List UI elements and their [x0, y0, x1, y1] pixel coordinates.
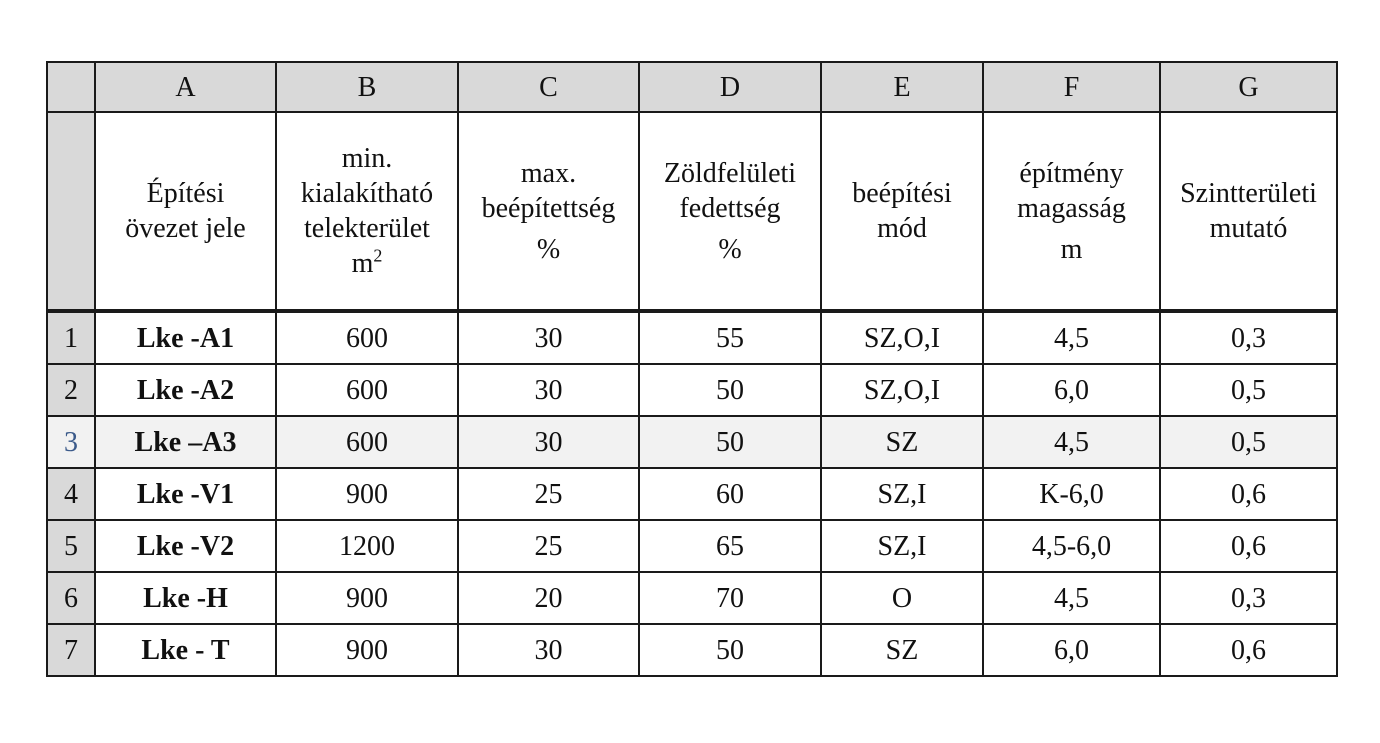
cell-zone-code[interactable]: Lke -V2	[95, 520, 276, 572]
cell-zone-code[interactable]: Lke - T	[95, 624, 276, 676]
cell-building-mode[interactable]: SZ,I	[821, 468, 983, 520]
cell-building-mode[interactable]: SZ,O,I	[821, 311, 983, 364]
header-building-mode[interactable]: beépítési mód	[821, 112, 983, 311]
table-row	[47, 572, 1337, 624]
table-row-selected	[47, 416, 1337, 468]
cell-plot-area[interactable]: 900	[276, 624, 458, 676]
cell-max-coverage[interactable]: 30	[458, 624, 639, 676]
cell-floor-area-ratio[interactable]: 0,6	[1160, 520, 1337, 572]
cell-plot-area[interactable]: 600	[276, 364, 458, 416]
cell-plot-area[interactable]: 600	[276, 311, 458, 364]
header-zone-code[interactable]: Építési övezet jele	[95, 112, 276, 311]
corner-cell[interactable]	[47, 62, 95, 112]
table-row	[47, 311, 1337, 364]
cell-floor-area-ratio[interactable]: 0,3	[1160, 311, 1337, 364]
header-building-height[interactable]: építmény magasság m	[983, 112, 1160, 311]
row-number[interactable]: 6	[47, 572, 95, 624]
cell-building-mode[interactable]: SZ	[821, 416, 983, 468]
cell-max-coverage[interactable]: 30	[458, 364, 639, 416]
cell-green-coverage[interactable]: 50	[639, 416, 821, 468]
row-number[interactable]: 5	[47, 520, 95, 572]
header-max-coverage[interactable]: max. beépítettség %	[458, 112, 639, 311]
cell-floor-area-ratio[interactable]: 0,6	[1160, 624, 1337, 676]
cell-green-coverage[interactable]: 50	[639, 364, 821, 416]
cell-building-height[interactable]: 6,0	[983, 364, 1160, 416]
column-header-b[interactable]: B	[276, 62, 458, 112]
cell-zone-code[interactable]: Lke –A3	[95, 416, 276, 468]
cell-building-height[interactable]: 4,5-6,0	[983, 520, 1160, 572]
header-floor-area-ratio[interactable]: Szintterületi mutató	[1160, 112, 1337, 311]
column-header-c[interactable]: C	[458, 62, 639, 112]
cell-floor-area-ratio[interactable]: 0,6	[1160, 468, 1337, 520]
header-green-coverage[interactable]: Zöldfelületi fedettség %	[639, 112, 821, 311]
zoning-table	[46, 61, 1338, 677]
row-number[interactable]: 1	[47, 311, 95, 364]
cell-max-coverage[interactable]: 20	[458, 572, 639, 624]
cell-plot-area[interactable]: 600	[276, 416, 458, 468]
cell-floor-area-ratio[interactable]: 0,5	[1160, 416, 1337, 468]
table-row	[47, 468, 1337, 520]
table-row	[47, 364, 1337, 416]
cell-zone-code[interactable]: Lke -A1	[95, 311, 276, 364]
column-header-g[interactable]: G	[1160, 62, 1337, 112]
cell-plot-area[interactable]: 1200	[276, 520, 458, 572]
header-min-plot-area[interactable]: min. kialakítható telekterület $m^2$	[276, 112, 458, 311]
column-letter-row	[47, 62, 1337, 112]
cell-max-coverage[interactable]: 30	[458, 416, 639, 468]
cell-building-height[interactable]: 4,5	[983, 311, 1160, 364]
cell-building-mode[interactable]: SZ	[821, 624, 983, 676]
cell-zone-code[interactable]: Lke -V1	[95, 468, 276, 520]
cell-building-height[interactable]: 6,0	[983, 624, 1160, 676]
table-row	[47, 624, 1337, 676]
cell-building-mode[interactable]: O	[821, 572, 983, 624]
cell-green-coverage[interactable]: 60	[639, 468, 821, 520]
row-number[interactable]: 2	[47, 364, 95, 416]
cell-green-coverage[interactable]: 65	[639, 520, 821, 572]
cell-plot-area[interactable]: 900	[276, 572, 458, 624]
cell-floor-area-ratio[interactable]: 0,3	[1160, 572, 1337, 624]
description-row-header[interactable]	[47, 112, 95, 311]
cell-max-coverage[interactable]: 25	[458, 468, 639, 520]
cell-building-mode[interactable]: SZ,I	[821, 520, 983, 572]
cell-building-height[interactable]: K-6,0	[983, 468, 1160, 520]
description-row	[47, 112, 1337, 311]
column-header-e[interactable]: E	[821, 62, 983, 112]
cell-zone-code[interactable]: Lke -A2	[95, 364, 276, 416]
cell-floor-area-ratio[interactable]: 0,5	[1160, 364, 1337, 416]
row-number[interactable]: 4	[47, 468, 95, 520]
row-number[interactable]: 7	[47, 624, 95, 676]
column-header-a[interactable]: A	[95, 62, 276, 112]
cell-zone-code[interactable]: Lke -H	[95, 572, 276, 624]
cell-green-coverage[interactable]: 70	[639, 572, 821, 624]
cell-max-coverage[interactable]: 25	[458, 520, 639, 572]
cell-building-height[interactable]: 4,5	[983, 572, 1160, 624]
cell-green-coverage[interactable]: 55	[639, 311, 821, 364]
column-header-f[interactable]: F	[983, 62, 1160, 112]
cell-max-coverage[interactable]: 30	[458, 311, 639, 364]
cell-plot-area[interactable]: 900	[276, 468, 458, 520]
cell-green-coverage[interactable]: 50	[639, 624, 821, 676]
column-header-d[interactable]: D	[639, 62, 821, 112]
cell-building-height[interactable]: 4,5	[983, 416, 1160, 468]
table-row	[47, 520, 1337, 572]
row-number[interactable]: 3	[47, 416, 95, 468]
cell-building-mode[interactable]: SZ,O,I	[821, 364, 983, 416]
